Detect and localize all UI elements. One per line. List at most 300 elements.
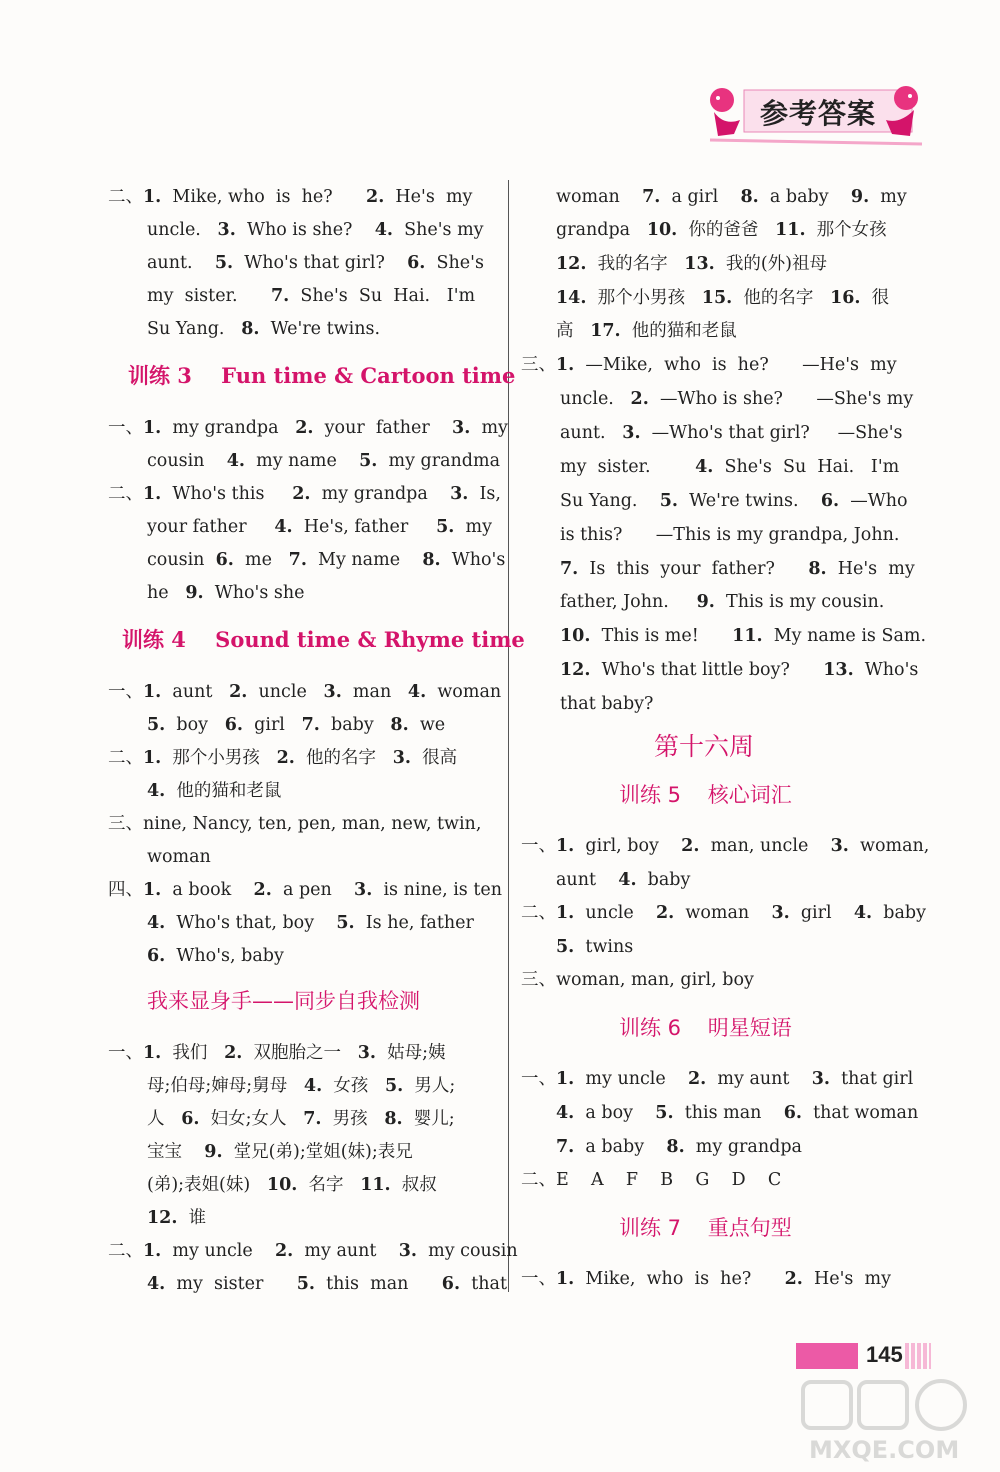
item-number: 2. [229,682,248,702]
answer-text: girl [243,715,302,735]
answer-text: my uncle [161,1241,275,1261]
answer-line [147,847,211,867]
answer-line [147,220,484,240]
item-number: 3. [392,748,411,768]
answer-line [521,903,926,923]
item-number: 6. [181,1109,200,1129]
answer-line [147,286,475,306]
answer-line [147,1274,507,1294]
answer-text: woman [147,847,211,867]
item-number: 5. [556,937,575,957]
answer-text: Is this your father? [578,559,809,579]
answer-text: Mike, who is he? [161,187,367,207]
answer-line [108,682,501,702]
item-number: 1. [143,418,162,438]
answer-text: 他的猫和老鼠 [165,781,282,801]
item-number: 5. [336,913,355,933]
item-number: 5. [655,1103,674,1123]
answer-text: 名字 [297,1175,361,1195]
answer-text: my grandma [377,451,501,471]
answer-text: Who's she [203,583,305,603]
answer-line [556,937,633,957]
answer-line [560,525,899,545]
item-number: 7. [556,1137,575,1157]
answer-text: that woman [801,1103,919,1123]
answer-text: man [341,682,408,702]
answer-line [108,187,472,207]
section-heading: 训练 4 Sound time & Rhyme time [122,627,525,652]
answer-text: my [869,187,907,207]
answer-text: My name is Sam. [762,626,927,646]
item-number: 5. [385,1076,404,1096]
item-number: 6. [783,1103,802,1123]
answer-text: She's my [392,220,484,240]
answer-line [147,1208,206,1228]
answer-text: 男孩 [321,1109,385,1129]
item-number: 4. [695,457,714,477]
item-number: 7. [301,715,320,735]
answer-text: She's Su Hai. I'm [289,286,476,306]
answer-line [521,1269,891,1289]
section-heading: 训练 6 明星短语 [619,1016,792,1040]
item-number: 4. [407,682,427,702]
answer-text: is nine, is ten [372,880,502,900]
item-number: 4. [147,781,166,801]
answer-text: —Who [839,491,908,511]
answer-text: boy [165,715,225,735]
item-number: 2. [276,748,295,768]
item-number: 13. [684,254,715,274]
answer-text: —Who's that girl? —She's [640,423,903,443]
answer-text: my sister. [560,457,696,477]
answer-text: that baby? [560,694,654,714]
item-number: 8. [422,550,441,570]
item-number: 10. [560,626,591,646]
answer-text: —Who is she? —She's my [648,389,914,409]
answer-line [560,559,915,579]
item-number: 3. [217,220,236,240]
answer-text: 一、 [108,418,143,438]
item-number: 3. [452,418,471,438]
item-number: 1. [143,880,162,900]
answer-text: —Mike, who is he? —He's my [574,355,897,375]
item-number: 4. [303,1076,323,1096]
answer-text: Who's, baby [165,946,284,966]
answer-text: baby [636,870,691,890]
answer-line [556,220,887,240]
cartoon-kid-left-icon [710,88,734,112]
answer-text: 我的名字 [586,254,685,274]
answer-line [108,1241,518,1261]
answer-text: Mike, who is he? [574,1269,785,1289]
answer-text: 婴儿; [402,1109,455,1129]
answer-line [147,1109,455,1129]
answer-text: your father [147,517,275,537]
item-number: 1. [143,682,162,702]
item-number: 9. [204,1142,223,1162]
item-number: 7. [642,187,661,207]
answer-text: uncle. [560,389,631,409]
answer-text: 妇女;女人 [199,1109,304,1129]
answer-text: 他的名字 [294,748,393,768]
answer-text: Su Yang. [560,491,660,511]
answer-text: 女孩 [322,1076,385,1096]
answer-text: my aunt [293,1241,399,1261]
item-number: 5. [659,491,679,511]
item-number: 2. [292,484,311,504]
answer-text: twins [574,937,634,957]
watermark-logo [795,1376,975,1468]
answer-text: Who's this [161,484,293,504]
answer-text: 你的爸爸 [677,220,776,240]
item-number: 8. [666,1137,685,1157]
answer-text: girl, boy [574,836,682,856]
item-number: 2. [224,1043,243,1063]
item-number: 3. [811,1069,830,1089]
answer-text: my grandpa [684,1137,802,1157]
answer-text: 叔叔 [390,1175,437,1195]
answer-text: baby [872,903,927,923]
svg-text:MXQE.COM: MXQE.COM [809,1436,960,1464]
answer-text: cousin [147,550,216,570]
answer-text: woman [426,682,502,702]
answer-line [147,715,445,735]
answer-text: 他的猫和老鼠 [620,321,737,341]
answer-text: Who's that little boy? [590,660,824,680]
answer-line [147,517,492,537]
answer-line [147,583,305,603]
answer-text: my name [245,451,360,471]
answer-text: my uncle [574,1069,688,1089]
answer-text: 堂兄(弟);堂姐(妹);表兄 [222,1142,413,1162]
answer-text: my grandpa [310,484,451,504]
page-number: 145 [866,1342,903,1367]
item-number: 4. [618,870,637,890]
item-number: 2. [681,836,700,856]
answer-text: He's my [802,1269,892,1289]
page-number-stripes [905,1343,931,1369]
answer-line [560,389,913,409]
answer-text: 人 [147,1109,182,1129]
item-number: 6. [441,1274,461,1294]
item-number: 4. [226,451,245,471]
item-number: 8. [384,1109,403,1129]
answer-text: 双胞胎之一 [242,1043,358,1063]
item-number: 6. [215,550,234,570]
answer-text: my grandpa [161,418,296,438]
cartoon-kid-right-icon [894,86,918,110]
item-number: 9. [696,592,715,612]
answer-text: Is, [468,484,501,504]
answer-line [560,457,899,477]
item-number: 12. [556,254,587,274]
answer-line [147,451,500,471]
item-number: 3. [398,1241,417,1261]
answer-text: 一、 [108,682,143,702]
item-number: 1. [143,187,162,207]
answer-line [147,319,380,339]
answer-text: we [408,715,446,735]
item-number: 2. [275,1241,294,1261]
answer-line [108,1043,446,1063]
answer-text: uncle [574,903,656,923]
answer-text: Su Yang. [147,319,242,339]
answer-text: 母;伯母;婶母;舅母 [147,1076,304,1096]
section-heading: 训练 7 重点句型 [619,1216,792,1240]
item-number: 1. [556,355,575,375]
item-number: 1. [556,1069,575,1089]
answer-text: 一、 [521,1069,556,1089]
item-number: 5. [214,253,234,273]
answer-text: 一、 [521,1269,556,1289]
section-heading: 训练 5 核心词汇 [619,783,792,807]
item-number: 16. [830,288,861,308]
answer-text: 宝宝 [147,1142,205,1162]
item-number: 11. [732,626,763,646]
item-number: 8. [241,319,260,339]
answer-text: this man [673,1103,784,1123]
item-number: 13. [823,660,854,680]
answer-line [108,748,457,768]
answer-text: he [147,583,186,603]
item-number: 14. [556,288,587,308]
item-number: 2. [366,187,385,207]
answer-line [556,288,889,308]
answer-line [108,484,501,504]
answer-text: woman [556,187,643,207]
item-number: 4. [147,1274,166,1294]
item-number: 7. [270,286,290,306]
item-number: 8. [740,187,759,207]
answer-text: a girl [660,187,741,207]
answer-text: Who is she? [235,220,375,240]
answer-text: 我们 [161,1043,225,1063]
item-number: 4. [374,220,393,240]
item-number: 7. [303,1109,322,1129]
answer-line [521,970,754,990]
answer-text: Who's that girl? [233,253,408,273]
item-number: 5. [436,517,455,537]
answer-text: 三、 [521,355,556,375]
item-number: 10. [266,1175,298,1195]
answer-line [560,660,918,680]
answer-line [560,491,908,511]
answer-text: my sister [165,1274,297,1294]
item-number: 7. [288,550,307,570]
answer-text: a baby [758,187,851,207]
item-number: 5. [359,451,378,471]
item-number: 9. [850,187,870,207]
answer-text: my [470,418,508,438]
answer-text: a baby [574,1137,667,1157]
item-number: 2. [655,903,675,923]
answer-text: 二、 [108,1241,143,1261]
item-number: 4. [853,903,873,923]
answer-line [521,355,897,375]
answer-text: uncle [247,682,324,702]
item-number: 1. [556,1269,575,1289]
answer-text: He's, father [292,517,437,537]
answer-text: We're twins. [678,491,821,511]
item-number: 5. [296,1274,315,1294]
answer-text: Who's [853,660,919,680]
answer-text: woman [674,903,772,923]
answer-text: girl [789,903,854,923]
item-number: 8. [390,715,409,735]
answer-line [147,781,281,801]
answer-text: a book [161,880,254,900]
item-number: 8. [808,559,827,579]
item-number: 3. [622,423,641,443]
answer-text: my [454,517,492,537]
answer-text: aunt. [560,423,623,443]
answer-text: me [233,550,289,570]
answer-text: 一、 [521,836,556,856]
answer-line [556,1137,802,1157]
answer-line [147,550,505,570]
answer-line [556,870,690,890]
answer-text: 二、 [108,748,143,768]
answer-line [108,418,508,438]
answer-line [521,836,929,856]
answer-text: Who's that, boy [165,913,337,933]
item-number: 1. [556,836,575,856]
answer-text: my sister. [147,286,271,306]
item-number: 3. [450,484,469,504]
answer-text: She's [425,253,484,273]
answer-line [521,1069,913,1089]
item-number: 4. [556,1103,575,1123]
item-number: 3. [357,1043,376,1063]
answer-text: Who's [440,550,506,570]
item-number: 2. [688,1069,707,1089]
item-number: 12. [560,660,591,680]
answer-text: 男人; [403,1076,456,1096]
answer-text: father, John. [560,592,697,612]
item-number: 6. [407,253,426,273]
answer-text: that [460,1274,507,1294]
answer-text: 二、 [521,903,556,923]
answer-line [147,1175,437,1195]
answer-text: grandpa [556,220,647,240]
item-number: 4. [274,517,293,537]
answer-text: (弟);表姐(妹) [147,1175,267,1195]
item-number: 6. [224,715,244,735]
answer-line [556,187,907,207]
answer-text: my cousin [417,1241,518,1261]
answer-text: 那个女孩 [805,220,887,240]
answer-text: cousin [147,451,227,471]
item-number: 10. [646,220,678,240]
answer-text: my aunt [706,1069,812,1089]
answer-text: 很高 [411,748,458,768]
item-number: 1. [143,1043,162,1063]
answer-line [556,1103,918,1123]
answer-text: He's my [826,559,915,579]
answer-text: 高 [556,321,591,341]
answer-text: aunt. [147,253,215,273]
answer-text: your father [313,418,453,438]
item-number: 15. [701,288,733,308]
answer-text: My name [306,550,423,570]
section-heading: 训练 3 Fun time & Cartoon time [128,363,516,388]
answer-text: 很 [860,288,890,308]
answer-line [147,913,474,933]
answer-line [560,626,926,646]
answer-line [108,814,481,834]
item-number: 9. [185,583,204,603]
item-number: 2. [630,389,649,409]
answer-line [560,592,884,612]
item-number: 2. [253,880,272,900]
answer-text: aunt [556,870,619,890]
answer-text: Is he, father [354,913,474,933]
answer-line [147,946,284,966]
answer-text: 二、 [108,187,143,207]
answer-text: 姑母;姨 [376,1043,446,1063]
answer-line [556,321,737,341]
answer-text: aunt [161,682,230,702]
answer-line [521,1170,781,1190]
item-number: 6. [147,946,166,966]
answer-text: He's my [384,187,473,207]
item-number: 1. [143,1241,162,1261]
item-number: 4. [147,913,166,933]
item-number: 17. [590,321,621,341]
item-number: 11. [775,220,806,240]
answer-text: She's Su Hai. I'm [713,457,900,477]
item-number: 3. [830,836,849,856]
answer-text: This is me! [590,626,733,646]
item-number: 2. [784,1269,803,1289]
page-number-bar [796,1343,858,1369]
answer-text: 谁 [177,1208,207,1228]
answer-text: is this? —This is my grandpa, John. [560,525,900,545]
answer-text: 二、 [108,484,143,504]
answer-line [147,1076,455,1096]
item-number: 1. [143,484,162,504]
answer-text: 我的(外)祖母 [714,254,828,274]
answer-line [560,694,653,714]
answer-text: 三、woman, man, girl, boy [521,970,754,990]
answer-text: 四、 [108,880,143,900]
answer-text: This is my cousin. [714,592,885,612]
answer-text: 那个小男孩 [586,288,702,308]
answer-text: We're twins. [259,319,381,339]
answer-text: a pen [271,880,355,900]
item-number: 11. [360,1175,391,1195]
item-number: 5. [147,715,166,735]
answer-line [147,1142,413,1162]
answer-text: a boy [574,1103,656,1123]
item-number: 1. [556,903,575,923]
answer-text: 二、E A F B G D C [521,1170,782,1190]
item-number: 7. [560,559,579,579]
answer-key-title: 参考答案 [760,97,877,130]
answer-text: this man [314,1274,442,1294]
answer-text: 他的名字 [732,288,831,308]
answer-text: uncle. [147,220,218,240]
item-number: 1. [143,748,162,768]
answer-text: baby [319,715,391,735]
item-number: 3. [354,880,373,900]
answer-text: 三、nine, Nancy, ten, pen, man, new, twin, [108,814,482,834]
section-heading: 我来显身手——同步自我检测 [147,989,420,1013]
answer-text: 一、 [108,1043,143,1063]
item-number: 12. [147,1208,178,1228]
answer-line [556,254,827,274]
answer-text: man, uncle [699,836,831,856]
